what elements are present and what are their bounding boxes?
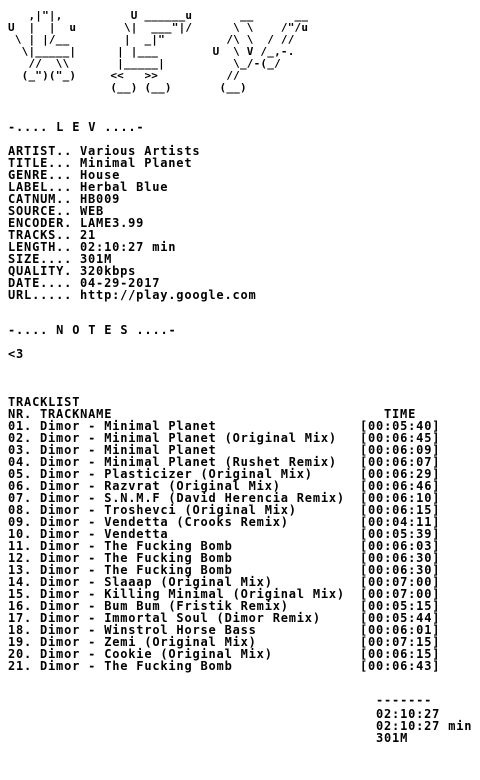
track-name: Dimor - Immortal Soul (Dimor Remix) bbox=[40, 611, 321, 625]
track-number: 05. bbox=[8, 467, 33, 481]
track-time: [00:06:45] bbox=[360, 431, 441, 445]
notes-text: <3 bbox=[8, 347, 25, 361]
track-number: 21. bbox=[8, 659, 33, 673]
section-header-notes: -.... N O T E S ....- bbox=[8, 323, 177, 337]
info-value: Various Artists bbox=[80, 144, 201, 158]
section-header-lev: -.... L E V ....- bbox=[8, 120, 145, 134]
track-time: [00:06:30] bbox=[360, 551, 441, 565]
track-time: [00:06:43] bbox=[360, 659, 441, 673]
track-time: [00:07:00] bbox=[360, 575, 441, 589]
info-key: ENCODER. bbox=[8, 216, 73, 230]
track-number: 20. bbox=[8, 647, 33, 661]
track-time: [00:06:15] bbox=[360, 503, 441, 517]
track-number: 03. bbox=[8, 443, 33, 457]
info-key: CATNUM.. bbox=[8, 192, 73, 206]
track-name: Dimor - Slaaap (Original Mix) bbox=[40, 575, 273, 589]
track-time: [00:06:07] bbox=[360, 455, 441, 469]
track-number: 14. bbox=[8, 575, 33, 589]
track-number: 16. bbox=[8, 599, 33, 613]
track-time: [00:05:39] bbox=[360, 527, 441, 541]
tracklist-col-time: TIME bbox=[384, 407, 417, 421]
track-name: Dimor - Vendetta bbox=[40, 527, 169, 541]
info-value: 301M bbox=[80, 252, 113, 266]
tracklist-title: TRACKLIST bbox=[8, 395, 81, 409]
track-name: Dimor - Bum Bum (Fristik Remix) bbox=[40, 599, 289, 613]
info-key: URL..... bbox=[8, 288, 73, 302]
info-key: QUALITY. bbox=[8, 264, 73, 278]
info-value: 04-29-2017 bbox=[80, 276, 161, 290]
track-number: 04. bbox=[8, 455, 33, 469]
track-name: Dimor - Minimal Planet bbox=[40, 443, 217, 457]
track-name: Dimor - Razvrat (Original Mix) bbox=[40, 479, 281, 493]
track-number: 12. bbox=[8, 551, 33, 565]
track-time: [00:06:03] bbox=[360, 539, 441, 553]
track-time: [00:05:44] bbox=[360, 611, 441, 625]
totals-size: 301M bbox=[376, 731, 409, 745]
track-name: Dimor - Killing Minimal (Original Mix) bbox=[40, 587, 345, 601]
track-number: 02. bbox=[8, 431, 33, 445]
track-name: Dimor - Cookie (Original Mix) bbox=[40, 647, 273, 661]
info-value: WEB bbox=[80, 204, 105, 218]
info-key: SOURCE.. bbox=[8, 204, 73, 218]
info-value: 21 bbox=[80, 228, 97, 242]
info-value: House bbox=[80, 168, 121, 182]
tracklist-col-nr: NR. bbox=[8, 407, 33, 421]
track-name: Dimor - The Fucking Bomb bbox=[40, 539, 233, 553]
info-key: DATE.... bbox=[8, 276, 73, 290]
track-number: 01. bbox=[8, 419, 33, 433]
track-name: Dimor - Troshevci (Original Mix) bbox=[40, 503, 297, 517]
info-key: LABEL... bbox=[8, 180, 73, 194]
track-time: [00:05:15] bbox=[360, 599, 441, 613]
info-key: GENRE... bbox=[8, 168, 73, 182]
track-time: [00:06:15] bbox=[360, 647, 441, 661]
track-time: [00:07:15] bbox=[360, 635, 441, 649]
track-number: 08. bbox=[8, 503, 33, 517]
track-name: Dimor - Minimal Planet (Rushet Remix) bbox=[40, 455, 337, 469]
info-value: 320kbps bbox=[80, 264, 137, 278]
track-number: 18. bbox=[8, 623, 33, 637]
track-number: 10. bbox=[8, 527, 33, 541]
track-name: Dimor - Plasticizer (Original Mix) bbox=[40, 467, 313, 481]
track-time: [00:06:46] bbox=[360, 479, 441, 493]
track-time: [00:06:10] bbox=[360, 491, 441, 505]
info-value: HB009 bbox=[80, 192, 121, 206]
track-number: 19. bbox=[8, 635, 33, 649]
track-time: [00:04:11] bbox=[360, 515, 441, 529]
info-key: ARTIST.. bbox=[8, 144, 73, 158]
track-name: Dimor - S.N.M.F (David Herencia Remix) bbox=[40, 491, 345, 505]
info-key: LENGTH.. bbox=[8, 240, 73, 254]
totals-separator: ------- bbox=[376, 693, 433, 707]
track-time: [00:07:00] bbox=[360, 587, 441, 601]
track-name: Dimor - Minimal Planet bbox=[40, 419, 217, 433]
track-name: Dimor - Winstrol Horse Bass bbox=[40, 623, 257, 637]
track-number: 06. bbox=[8, 479, 33, 493]
track-number: 15. bbox=[8, 587, 33, 601]
info-key: TITLE... bbox=[8, 156, 73, 170]
track-time: [00:06:09] bbox=[360, 443, 441, 457]
tracklist-col-name: TRACKNAME bbox=[40, 407, 113, 421]
totals-length: 02:10:27 min bbox=[376, 719, 473, 733]
info-key: TRACKS.. bbox=[8, 228, 73, 242]
track-time: [00:06:01] bbox=[360, 623, 441, 637]
track-number: 07. bbox=[8, 491, 33, 505]
info-value: http://play.google.com bbox=[80, 288, 257, 302]
totals-time: 02:10:27 bbox=[376, 707, 441, 721]
track-name: Dimor - Vendetta (Crooks Remix) bbox=[40, 515, 289, 529]
info-value: 02:10:27 min bbox=[80, 240, 177, 254]
track-name: Dimor - Minimal Planet (Original Mix) bbox=[40, 431, 337, 445]
track-name: Dimor - The Fucking Bomb bbox=[40, 563, 233, 577]
track-number: 09. bbox=[8, 515, 33, 529]
track-time: [00:06:30] bbox=[360, 563, 441, 577]
info-value: Herbal Blue bbox=[80, 180, 169, 194]
track-name: Dimor - The Fucking Bomb bbox=[40, 659, 233, 673]
track-number: 17. bbox=[8, 611, 33, 625]
info-value: LAME3.99 bbox=[80, 216, 145, 230]
track-name: Dimor - The Fucking Bomb bbox=[40, 551, 233, 565]
ascii-art-logo: ,|"|, U ______u __ __ U | | u \| ___"|/ \ \ /"/u \ | |/__ | _|" /\ \ / // \|_____| | |___ U \ V /_,-. // \\ |_____| \_/-(_/ (_")("_) << >> // (__) (__) (__) bbox=[8, 9, 309, 94]
track-time: [00:05:40] bbox=[360, 419, 441, 433]
track-name: Dimor - Zemi (Original Mix) bbox=[40, 635, 257, 649]
track-number: 13. bbox=[8, 563, 33, 577]
track-time: [00:06:29] bbox=[360, 467, 441, 481]
track-number: 11. bbox=[8, 539, 33, 553]
info-value: Minimal Planet bbox=[80, 156, 193, 170]
info-key: SIZE.... bbox=[8, 252, 73, 266]
